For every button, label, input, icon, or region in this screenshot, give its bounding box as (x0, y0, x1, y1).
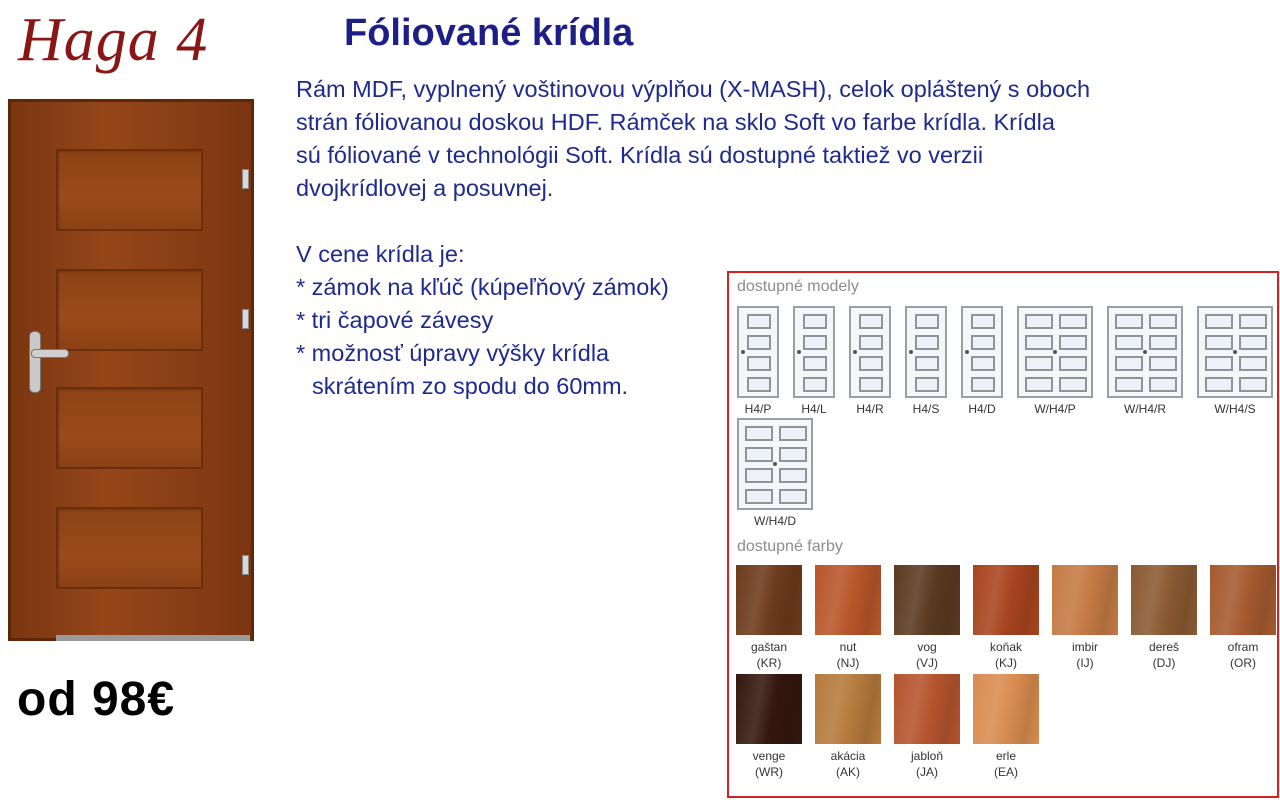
color-swatch (814, 565, 882, 671)
door-model (1105, 306, 1185, 416)
door-model-code: H4/P (744, 402, 772, 416)
color-name: imbir (1072, 640, 1098, 654)
door-model (847, 306, 893, 416)
door-panel (56, 149, 203, 231)
color-name: dereš (1148, 640, 1180, 654)
door-model-code: W/H4/D (754, 514, 796, 528)
door-model (959, 306, 1005, 416)
color-code: (DJ) (1152, 656, 1176, 670)
door-knob-icon (853, 350, 857, 354)
description-line: strán fóliovanou doskou HDF. Rámček na sklo Soft vo farbe krídla. Krídla (296, 109, 1055, 135)
hinge (242, 169, 249, 189)
color-swatch (972, 565, 1040, 671)
door-handle (31, 349, 69, 358)
color-chip (973, 674, 1039, 744)
color-chip (1210, 565, 1276, 635)
color-swatch (893, 674, 961, 780)
door-panel (56, 507, 203, 589)
door-model (1195, 306, 1275, 416)
color-code: (IJ) (1076, 656, 1094, 670)
color-code: (AK) (836, 765, 860, 779)
door-model-code: W/H4/S (1214, 402, 1256, 416)
door-knob-icon (1143, 350, 1147, 354)
door-model-icon (737, 418, 813, 510)
color-name: koňak (989, 640, 1023, 654)
color-code: (KR) (756, 656, 782, 670)
price-includes-item: * možnosť úpravy výšky krídla (296, 340, 610, 366)
color-swatch (972, 674, 1040, 780)
door-model (791, 306, 837, 416)
door-model-icon (1197, 306, 1273, 398)
hinge (242, 309, 249, 329)
door-model-icon (1107, 306, 1183, 398)
color-chip (736, 674, 802, 744)
color-code: (VJ) (916, 656, 938, 670)
color-name: erle (995, 749, 1016, 763)
door-model-icon (1017, 306, 1093, 398)
door-model (903, 306, 949, 416)
colors-label: dostupné farby (737, 538, 843, 555)
price: od 98€ (17, 673, 176, 726)
door-panel (56, 387, 203, 469)
color-name: venge (752, 749, 786, 763)
color-chip (1052, 565, 1118, 635)
color-name: ofram (1227, 640, 1259, 654)
color-code: (NJ) (836, 656, 860, 670)
color-chip (736, 565, 802, 635)
color-swatch (893, 565, 961, 671)
price-includes-item: * tri čapové závesy (296, 307, 494, 333)
door-model (735, 418, 815, 528)
door-model-icon (793, 306, 835, 398)
door-model-code: W/H4/R (1124, 402, 1166, 416)
color-name: nut (839, 640, 857, 654)
door-model-code: H4/R (856, 402, 884, 416)
description-line: dvojkrídlovej a posuvnej. (296, 175, 554, 201)
door-model (735, 306, 781, 416)
door-model-icon (849, 306, 891, 398)
color-swatch (814, 674, 882, 780)
color-swatch (1130, 565, 1198, 671)
color-name: akácia (830, 749, 866, 763)
color-name: vog (917, 640, 937, 654)
models-label: dostupné modely (737, 278, 859, 295)
door-model-icon (961, 306, 1003, 398)
door-knob-icon (797, 350, 801, 354)
color-code: (OR) (1230, 656, 1256, 670)
color-name: gaštan (750, 640, 788, 654)
color-chip (894, 674, 960, 744)
color-swatch (1051, 565, 1119, 671)
color-swatch (735, 565, 803, 671)
color-chip (894, 565, 960, 635)
door-threshold (56, 635, 250, 641)
color-code: (JA) (916, 765, 938, 779)
door-knob-icon (773, 462, 777, 466)
door-knob-icon (1233, 350, 1237, 354)
models-colors-box (727, 271, 1279, 798)
color-swatch (1209, 565, 1277, 671)
description-line: Rám MDF, vyplnený voštinovou výplňou (X-MASH), celok opláštený s oboch (296, 76, 1091, 102)
door-model-code: H4/S (912, 402, 940, 416)
page-heading: Fóliované krídla (344, 12, 634, 54)
brand-title: Haga 4 (18, 6, 209, 74)
door-model-icon (905, 306, 947, 398)
door-model-code: W/H4/P (1034, 402, 1076, 416)
door-knob-icon (909, 350, 913, 354)
door-model-icon (737, 306, 779, 398)
color-chip (815, 674, 881, 744)
color-chip (973, 565, 1039, 635)
price-includes-item: skrátením zo spodu do 60mm. (312, 373, 629, 399)
color-code: (KJ) (995, 656, 1017, 670)
price-includes-title: V cene krídla je: (296, 241, 465, 267)
door-panel (56, 269, 203, 351)
hinge (242, 555, 249, 575)
color-code: (EA) (994, 765, 1018, 779)
description-line: sú fóliované v technológii Soft. Krídla sú dostupné taktiež vo verzii (296, 142, 984, 168)
door-model (1015, 306, 1095, 416)
door-image (8, 99, 254, 641)
door-knob-icon (965, 350, 969, 354)
door-model-code: H4/D (968, 402, 996, 416)
color-chip (1131, 565, 1197, 635)
door-knob-icon (741, 350, 745, 354)
color-name: jabloň (910, 749, 944, 763)
color-code: (WR) (755, 765, 783, 779)
color-chip (815, 565, 881, 635)
price-includes-item: * zámok na kľúč (kúpeľňový zámok) (296, 274, 669, 300)
door-model-code: H4/L (801, 402, 827, 416)
door-handle-plate (29, 331, 41, 393)
color-swatch (735, 674, 803, 780)
door-knob-icon (1053, 350, 1057, 354)
